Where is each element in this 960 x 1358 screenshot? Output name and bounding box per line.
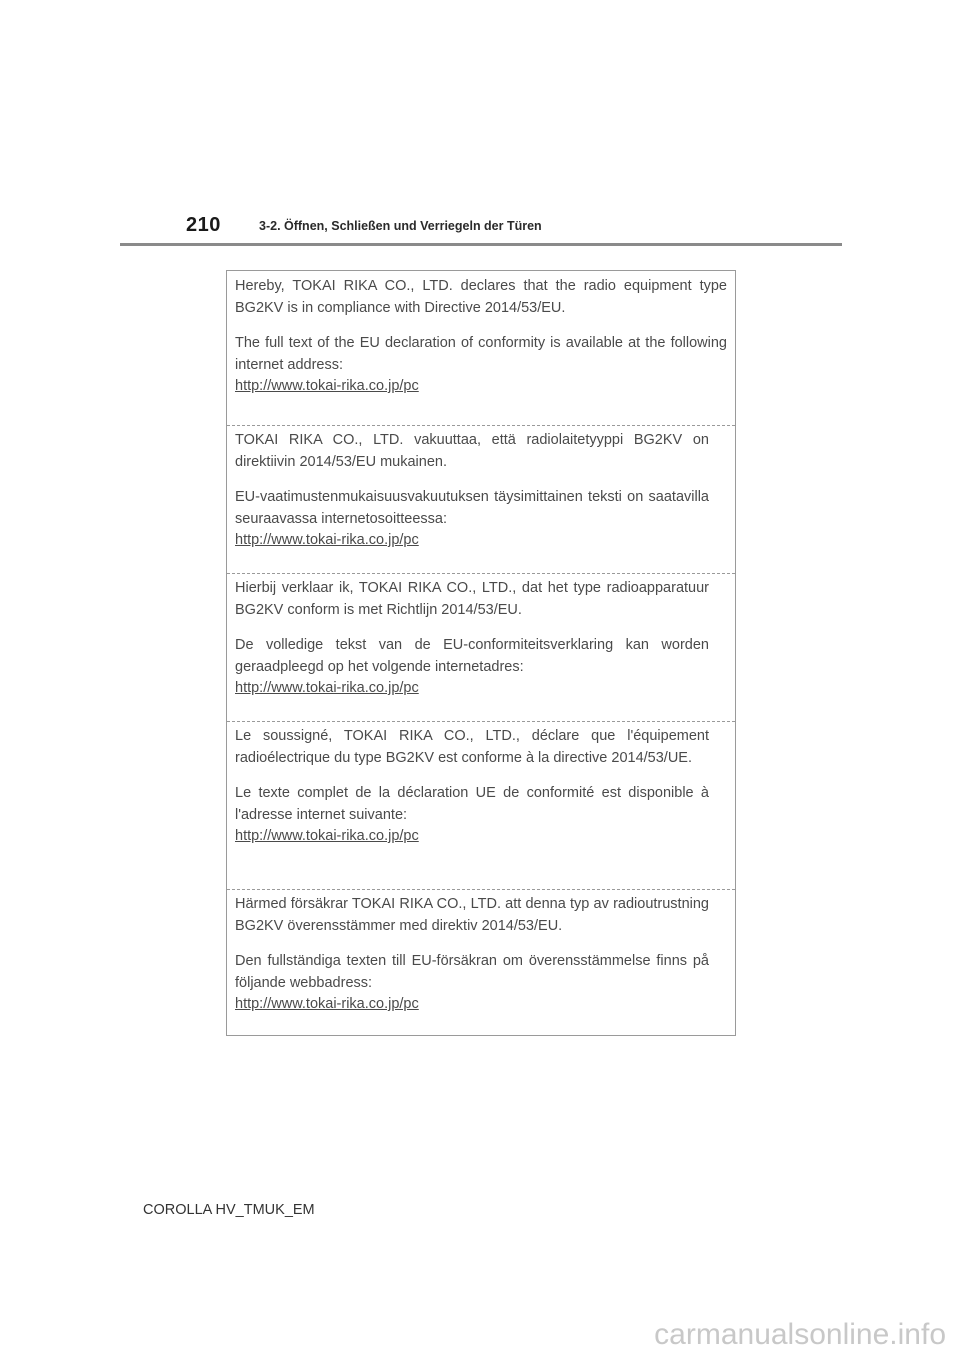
declaration-statement: Hereby, TOKAI RIKA CO., LTD. declares that the radio equipment type BG2KV is in compliance with Directive 2014/53/EU.: [235, 278, 727, 316]
declaration-statement: Hierbij verklaar ik, TOKAI RIKA CO., LTD., dat het type radioapparatuur BG2KV conform is met Richtlijn 2014/53/EU.: [235, 580, 709, 618]
declaration-section-swedish: [227, 890, 735, 1036]
declaration-link[interactable]: http://www.tokai-rika.co.jp/pc: [235, 532, 419, 548]
declaration-statement: TOKAI RIKA CO., LTD. vakuuttaa, että radiolaitetyyppi BG2KV on direktiivin 2014/53/EU mukainen.: [235, 432, 709, 470]
declaration-section-french: [227, 722, 735, 890]
declaration-statement: Le soussigné, TOKAI RIKA CO., LTD., déclare que l'équipement radioélectrique du type BG2KV est conforme à la directive 2014/53/UE.: [235, 728, 709, 766]
header-divider: [120, 243, 842, 246]
declaration-section-english: [227, 276, 735, 426]
declaration-availability: Den fullständiga texten till EU-försäkran om överensstämmelse finns på följande webbadress:: [235, 953, 709, 991]
declaration-section-dutch: [227, 574, 735, 722]
declaration-section-finnish: [227, 426, 735, 574]
declaration-link[interactable]: http://www.tokai-rika.co.jp/pc: [235, 378, 419, 394]
section-title: 3-2. Öffnen, Schließen und Verriegeln der Türen: [259, 219, 542, 233]
declaration-link[interactable]: http://www.tokai-rika.co.jp/pc: [235, 996, 419, 1012]
model-code: COROLLA HV_TMUK_EM: [143, 1202, 315, 1218]
declaration-availability: The full text of the EU declaration of conformity is available at the following internet address:: [235, 335, 727, 373]
declaration-link[interactable]: http://www.tokai-rika.co.jp/pc: [235, 680, 419, 696]
declaration-availability: Le texte complet de la déclaration UE de conformité est disponible à l'adresse internet suivante:: [235, 785, 709, 823]
declaration-link[interactable]: http://www.tokai-rika.co.jp/pc: [235, 828, 419, 844]
page-number: 210: [186, 214, 221, 236]
declaration-availability: De volledige tekst van de EU-conformiteitsverklaring kan worden geraadpleegd op het volgende internetadres:: [235, 637, 709, 675]
declaration-box: [226, 270, 736, 1036]
declaration-statement: Härmed försäkrar TOKAI RIKA CO., LTD. att denna typ av radioutrustning BG2KV överensstämmer med direktiv 2014/53/EU.: [235, 896, 709, 934]
watermark: carmanualsonline.info: [654, 1318, 946, 1351]
declaration-availability: EU-vaatimustenmukaisuusvakuutuksen täysimittainen teksti on saatavilla seuraavassa internetosoitteessa:: [235, 489, 709, 527]
